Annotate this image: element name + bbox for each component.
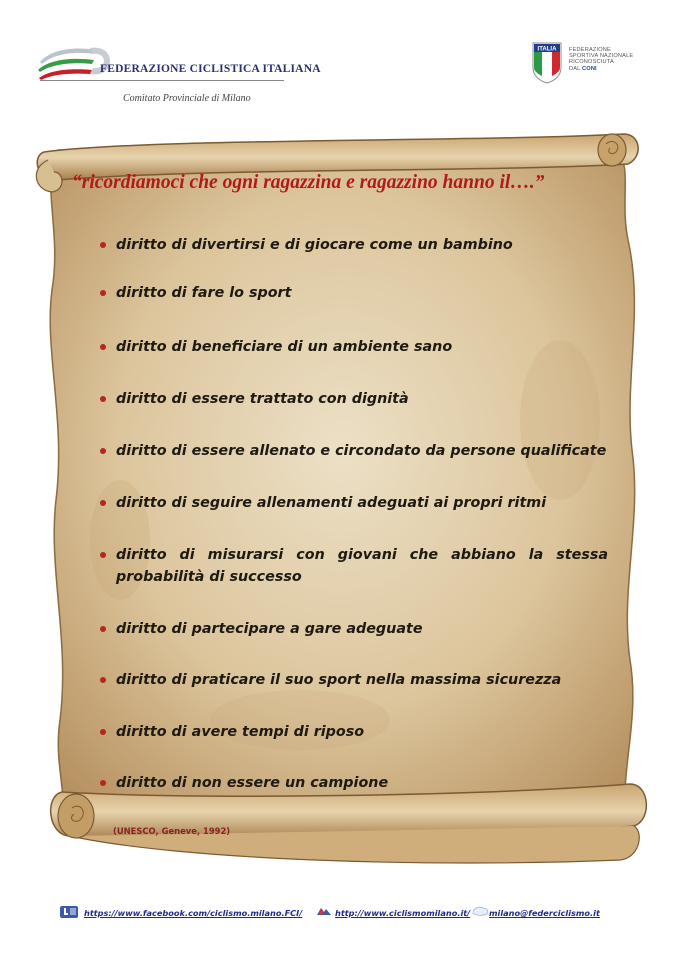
parchment-scroll [0, 120, 678, 890]
email-link[interactable]: milano@federciclismo.it [489, 908, 600, 918]
coni-badge-text: ITALIA [537, 46, 557, 53]
website-link[interactable]: http://www.ciclismomilano.it/ [335, 908, 471, 918]
right-text: diritto di non essere un campione [116, 775, 389, 791]
coni-recognition [569, 47, 633, 72]
fci-logo-icon [38, 40, 118, 82]
right-text: diritto di fare lo sport [116, 285, 292, 301]
source-citation: (UNESCO, Geneve, 1992) [113, 826, 231, 836]
right-text: diritto di misurarsi con giovani che abbiano la stessa probabilità di successo [116, 547, 608, 585]
committee-name: Comitato Provinciale di Milano [123, 93, 251, 104]
federation-name: FEDERAZIONE CICLISTICA ITALIANA [100, 63, 321, 75]
right-text: diritto di divertirsi e di giocare come un bambino [116, 237, 513, 253]
coni-line-1: FEDERAZIONE [569, 47, 611, 53]
email-icon [471, 905, 489, 917]
right-text: diritto di avere tempi di riposo [116, 724, 365, 740]
coni-line-4: DAL CONI [569, 65, 597, 72]
facebook-icon [60, 906, 78, 918]
coni-line-3: RICONOSCIUTA [569, 59, 614, 66]
right-text: diritto di seguire allenamenti adeguati ai propri ritmi [116, 495, 547, 511]
header-divider [40, 80, 284, 81]
website-icon [317, 906, 331, 916]
right-text: diritto di beneficiare di un ambiente sano [116, 339, 453, 355]
right-text: diritto di praticare il suo sport nella massima sicurezza [116, 672, 562, 688]
right-text: diritto di essere allenato e circondato da persone qualificate [116, 443, 607, 459]
right-text: diritto di essere trattato con dignità [116, 391, 409, 407]
facebook-link[interactable]: https://www.facebook.com/ciclismo.milano.FCI/ [84, 908, 303, 918]
scroll-title: “ricordiamoci che ogni ragazzina e ragazzino hanno il….” [72, 172, 545, 193]
coni-line-2: SPORTIVA NAZIONALE [569, 53, 634, 60]
coni-shield-icon [532, 42, 562, 84]
right-text: diritto di partecipare a gare adeguate [116, 621, 423, 637]
